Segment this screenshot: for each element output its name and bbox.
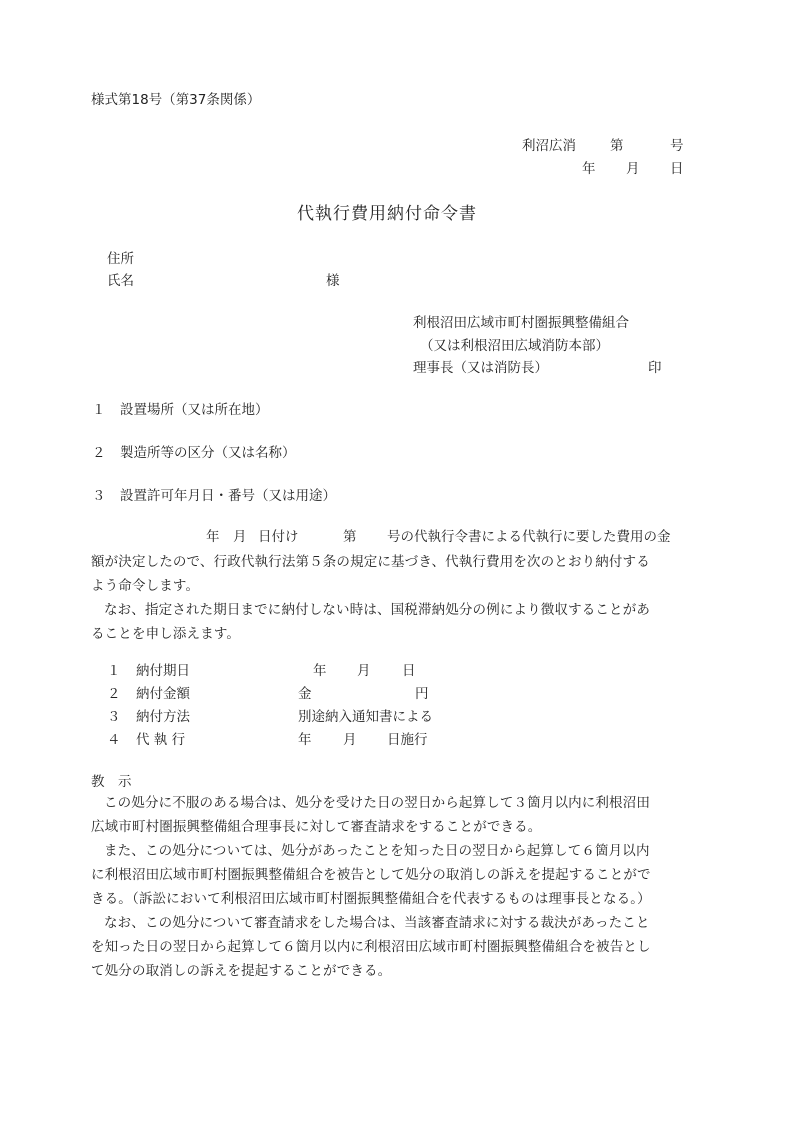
section-3-number: ３ bbox=[92, 488, 106, 504]
item-2-yen: 円 bbox=[415, 686, 429, 702]
section-2-number: ２ bbox=[92, 445, 106, 461]
document-title: 代執行費用納付命令書 bbox=[297, 204, 477, 224]
body-month: 月 bbox=[233, 529, 247, 545]
item-3-label: 納付方法 bbox=[136, 709, 190, 725]
instruction-line: この処分に不服のある場合は、処分を受けた日の翌日から起算して３箇月以内に利根沼田 bbox=[104, 795, 650, 811]
body-line1-rest: 号の代執行令書による代執行に要した費用の金 bbox=[387, 529, 671, 545]
instruction-line: また、この処分については、処分があったことを知った日の翌日から起算して６箇月以内 bbox=[104, 843, 650, 859]
item-1-year: 年 bbox=[313, 663, 327, 679]
instruction-line: て処分の取消しの訴えを提起することができる。 bbox=[91, 963, 392, 979]
item-2-label: 納付金額 bbox=[136, 686, 190, 702]
item-1-number: １ bbox=[107, 663, 121, 679]
note-line: なお、指定された期日までに納付しない時は、国税滞納処分の例により徴収することがあ bbox=[104, 602, 650, 618]
date-day: 日 bbox=[670, 161, 684, 177]
body-line: 額が決定したので、行政代執行法第５条の規定に基づき、代執行費用を次のとおり納付する bbox=[91, 554, 650, 570]
item-2-kin: 金 bbox=[298, 686, 312, 702]
date-year: 年 bbox=[582, 161, 596, 177]
note-line: ることを申し添えます。 bbox=[91, 626, 241, 642]
doc-number-prefix: 利沼広消 bbox=[522, 138, 576, 154]
instruction-line: なお、この処分について審査請求をした場合は、当該審査請求に対する裁決があったこと bbox=[104, 915, 650, 931]
address-label: 住所 bbox=[107, 251, 134, 267]
form-number: 様式第18号（第37条関係） bbox=[91, 92, 261, 108]
item-2-number: ２ bbox=[107, 686, 121, 702]
issuer-title: 理事長（又は消防長） bbox=[413, 360, 548, 376]
issuer-organization: 利根沼田広域市町村圏振興整備組合 bbox=[413, 315, 629, 331]
doc-number-dai: 第 bbox=[610, 138, 624, 154]
body-dai: 第 bbox=[343, 529, 357, 545]
instruction-line: を知った日の翌日から起算して６箇月以内に利根沼田広域市町村圏振興整備組合を被告とし bbox=[91, 939, 651, 955]
section-2-label: 製造所等の区分（又は名称） bbox=[120, 445, 296, 461]
date-month: 月 bbox=[626, 161, 640, 177]
instruction-line: 広域市町村圏振興整備組合理事長に対して審査請求をすることができる。 bbox=[91, 819, 542, 835]
item-3-number: ３ bbox=[107, 709, 121, 725]
item-4-day-effective: 日施行 bbox=[387, 732, 428, 748]
honorific: 様 bbox=[326, 273, 340, 289]
item-3-method: 別途納入通知書による bbox=[298, 709, 433, 725]
body-paragraph bbox=[91, 550, 711, 646]
section-3-label: 設置許可年月日・番号（又は用途） bbox=[120, 488, 336, 504]
body-line: よう命令します。 bbox=[91, 578, 200, 594]
instruction-line: に利根沼田広域市町村圏振興整備組合を被告として処分の取消しの訴えを提起することがで bbox=[91, 867, 651, 883]
doc-number-go: 号 bbox=[670, 138, 684, 154]
name-label: 氏名 bbox=[107, 273, 134, 289]
item-1-month: 月 bbox=[357, 663, 371, 679]
section-1-number: １ bbox=[92, 402, 106, 418]
section-1-label: 設置場所（又は所在地） bbox=[120, 402, 269, 418]
seal-mark: 印 bbox=[648, 360, 662, 376]
item-4-label: 代 執 行 bbox=[136, 732, 186, 748]
item-4-year: 年 bbox=[298, 732, 312, 748]
item-4-month: 月 bbox=[343, 732, 357, 748]
instruction-text bbox=[91, 791, 711, 983]
item-1-label: 納付期日 bbox=[136, 663, 190, 679]
item-4-number: ４ bbox=[107, 732, 121, 748]
issuer-organization-alt: （又は利根沼田広域消防本部） bbox=[420, 338, 609, 354]
item-1-day: 日 bbox=[402, 663, 416, 679]
instruction-heading: 教 示 bbox=[91, 774, 132, 790]
body-year: 年 bbox=[206, 529, 220, 545]
instruction-line: きる。（訴訟において利根沼田広域市町村圏振興整備組合を代表するものは理事長となる。） bbox=[91, 891, 651, 907]
body-day-dated: 日付け bbox=[258, 529, 299, 545]
